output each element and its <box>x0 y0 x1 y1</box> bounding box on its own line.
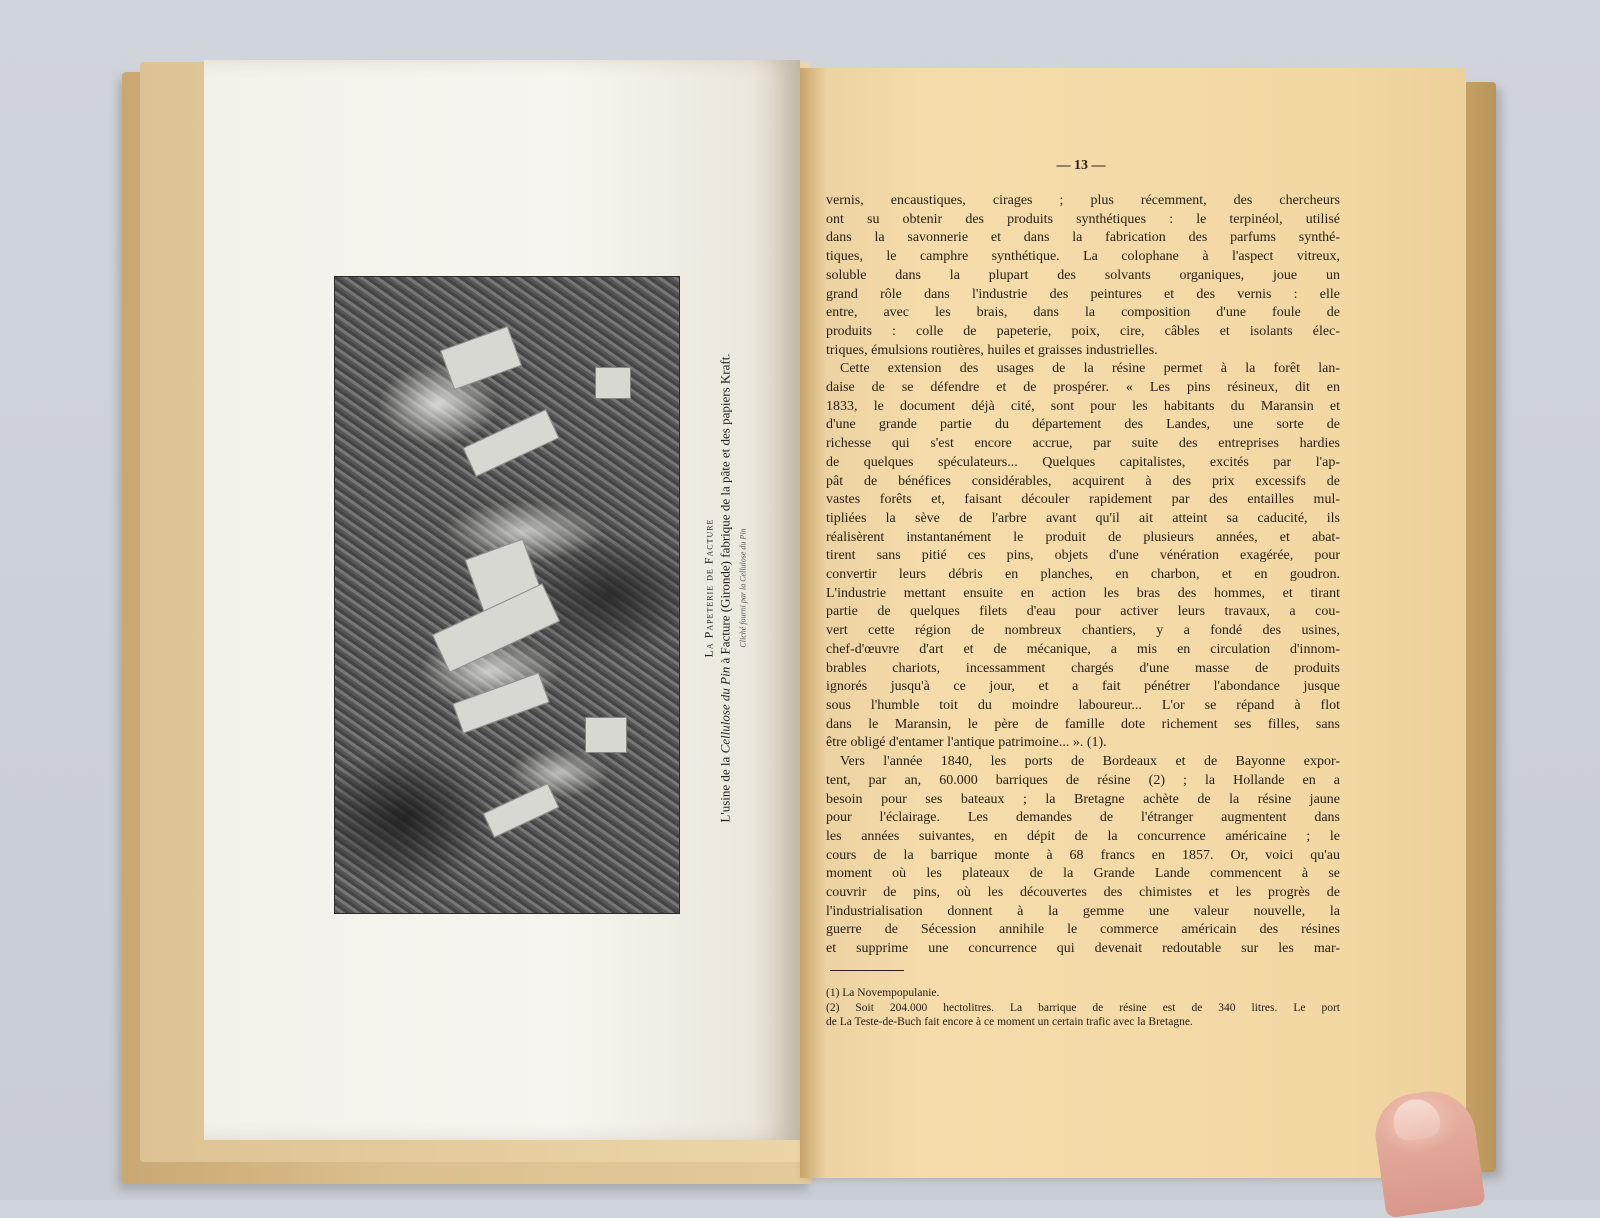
text-line: triques, émulsions routières, huiles et graisses industrielles. <box>826 342 1158 358</box>
thumbnail <box>1391 1096 1442 1142</box>
text-line: l'industrialisation donnent à la gemme une valeur nouvelle, la <box>826 903 1340 919</box>
plate-caption <box>690 288 760 888</box>
text-line: moment où les plateaux de la Grande Lande commencent à se <box>826 866 1340 882</box>
building <box>585 717 627 753</box>
text-line: vernis, encaustiques, cirages ; plus récemment, des chercheurs <box>826 193 1340 208</box>
text-line: vert cette région de nombreux chantiers, y a fondé des usines, <box>826 623 1340 639</box>
caption-prefix: L'usine de la <box>717 756 733 823</box>
text-line: tirent sans pitié ces pins, objets d'une vénération exagérée, pour <box>826 548 1340 564</box>
footnote-line: (1) La Novempopulanie. <box>826 987 940 999</box>
building <box>595 367 631 399</box>
text-line: tiques, le camphre synthétique. La colophane à l'aspect vitreux, <box>826 249 1340 265</box>
right-page <box>800 68 1466 1178</box>
caption-text <box>717 268 735 908</box>
text-line: daise de se défendre et de prospérer. « Les pins résineux, dit en <box>826 380 1340 396</box>
building <box>483 783 560 838</box>
page-number: — 13 — <box>1056 158 1106 173</box>
text-line: ont su obtenir des produits synthétiques : le terpinéol, utilisé <box>826 211 1340 227</box>
text-line: pât de bénéfices considérables, acquirent à des prix excessifs de <box>826 473 1340 489</box>
caption-company: Cellulose du Pin <box>717 666 733 754</box>
text-line: guerre de Sécession annihile le commerce américain des résines <box>826 922 1340 938</box>
building <box>463 409 560 477</box>
factory-photograph <box>334 276 680 914</box>
building <box>440 326 522 390</box>
text-line: brables chariots, incessamment chargés d'une masse de produits <box>826 660 1340 676</box>
text-line: de quelques spéculateurs... Quelques capitalistes, excités par l'ap- <box>826 454 1340 470</box>
building <box>452 672 549 734</box>
text-line: grand rôle dans l'industrie des peintures et des vernis : elle <box>826 286 1340 302</box>
caption-title: La Papeterie de Facture <box>701 518 716 658</box>
text-line: Cette extension des usages de la résine permet à la forêt lan- <box>840 361 1340 377</box>
caption-suffix: à Facture (Gironde) fabrique de la pâte et des papiers Kraft. <box>717 353 733 664</box>
text-line: les années suivantes, en dépit de la concurrence américaine ; le <box>826 828 1340 844</box>
text-line: partie de quelques filets d'eau pour activer leurs travaux, a cou- <box>826 604 1340 620</box>
text-line: cours de la barrique monte à 68 francs en 1857. Or, voici qu'au <box>826 847 1340 863</box>
text-line: dans la savonnerie et dans la fabrication des parfums synthé- <box>826 230 1340 246</box>
text-line: produits : colle de papeterie, poix, cire, câbles et isolants élec- <box>826 323 1340 339</box>
text-line: 1833, le document déjà cité, sont pour les habitants du Maransin et <box>826 398 1340 414</box>
text-line: entre, avec les brais, dans la composition d'une foule de <box>826 305 1340 321</box>
footnotes <box>826 986 1340 1030</box>
text-line: être obligé d'entamer l'antique patrimoine... ». (1). <box>826 735 1107 751</box>
text-line: Vers l'année 1840, les ports de Bordeaux et de Bayonne expor- <box>840 754 1340 770</box>
text-line: couvrir de pins, où les découvertes des chimistes et les progrès de <box>826 885 1340 901</box>
text-line: richesse qui s'est encore accrue, par suite des entreprises hardies <box>826 436 1340 452</box>
text-line: tipliées la sève de l'arbre avant qu'il ait atteint sa caducité, ils <box>826 510 1340 526</box>
caption-credit: Cliché fourni par la Cellulose du Pin <box>738 528 748 648</box>
text-line: soluble dans la plupart des solvants organiques, joue un <box>826 267 1340 283</box>
text-line: convertir leurs débris en planches, en charbon, et en goudron. <box>826 567 1340 583</box>
text-line: et supprime une concurrence qui devenait redoutable sur les mar- <box>826 941 1340 957</box>
text-line: d'une grande partie du département des Landes, une sorte de <box>826 417 1340 433</box>
text-line: L'industrie mettant ensuite en action les bras des hommes, et tirant <box>826 585 1340 601</box>
footnote-rule <box>830 970 904 971</box>
left-page <box>204 60 800 1140</box>
text-line: réalisèrent instantanément le produit de plusieurs années, et abat- <box>826 529 1340 545</box>
text-line: ignorés jusqu'à ce jour, et a fait pénétrer l'abondance jusque <box>826 679 1340 695</box>
text-line: chef-d'œuvre d'art et de mécanique, a mis en circulation d'innom- <box>826 641 1340 657</box>
text-line: besoin pour ses bateaux ; la Bretagne achète de la résine jaune <box>826 791 1340 807</box>
text-line: pour l'éclairage. Les demandes de l'étranger augmentent dans <box>826 810 1340 826</box>
footnote-line: (2) Soit 204.000 hectolitres. La barrique de résine est de 340 litres. Le port <box>826 1001 1340 1014</box>
footnote-line: de La Teste-de-Buch fait encore à ce moment un certain trafic avec la Bretagne. <box>826 1016 1193 1028</box>
text-line: vastes forêts et, faisant découler rapidement par des entailles mul- <box>826 492 1340 508</box>
text-line: sous l'humble toit du moindre laboureur... L'or se répand à flot <box>826 697 1340 713</box>
body-text <box>826 192 1340 959</box>
text-line: tent, par an, 60.000 barriques de résine (2) ; la Hollande en a <box>826 772 1340 788</box>
text-line: dans le Maransin, le père de famille dote richement ses filles, sans <box>826 716 1340 732</box>
